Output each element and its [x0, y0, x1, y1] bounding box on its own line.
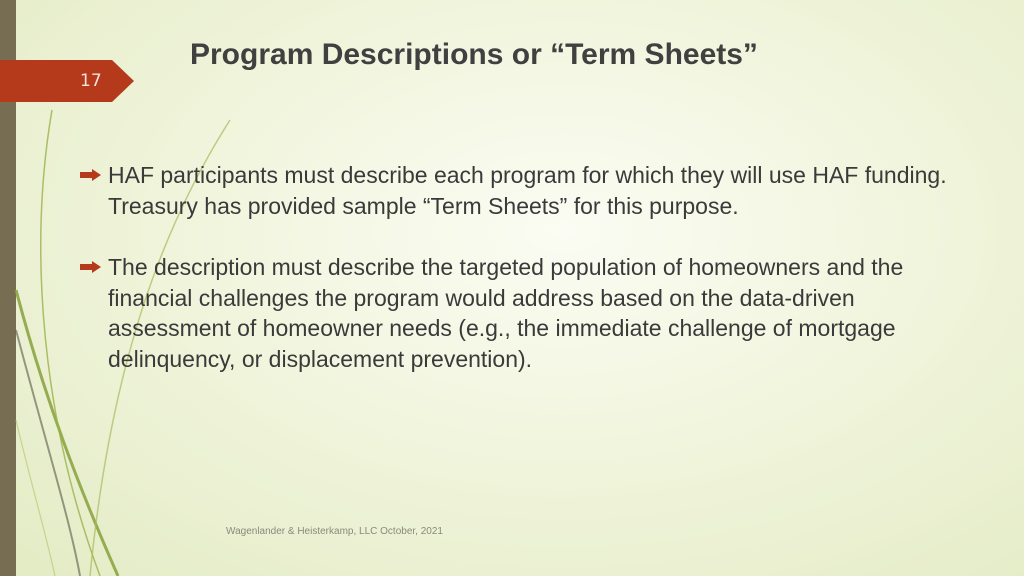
arrow-bullet-icon — [80, 169, 101, 181]
slide-number-tab — [0, 60, 134, 102]
bullet-text: The description must describe the targeted population of homeowners and the financial challenges the program would address based on the data-driven assessment of homeowner needs (e.g., the immediate challenge of mortgage delinquency, or displacement prevention). — [108, 254, 904, 372]
bullet-list — [80, 160, 960, 405]
slide-number: 17 — [80, 71, 102, 91]
decorative-curve-5 — [16, 420, 55, 576]
footer-text: Wagenlander & Heisterkamp, LLC October, 2021 — [226, 526, 443, 537]
bullet-item — [80, 252, 960, 374]
bullet-text: HAF participants must describe each program for which they will use HAF funding. Treasury has provided sample “Term Sheets” for this purpose. — [108, 162, 947, 219]
bullet-item — [80, 160, 960, 221]
slide-title: Program Descriptions or “Term Sheets” — [190, 38, 758, 71]
arrow-bullet-icon — [80, 261, 101, 273]
